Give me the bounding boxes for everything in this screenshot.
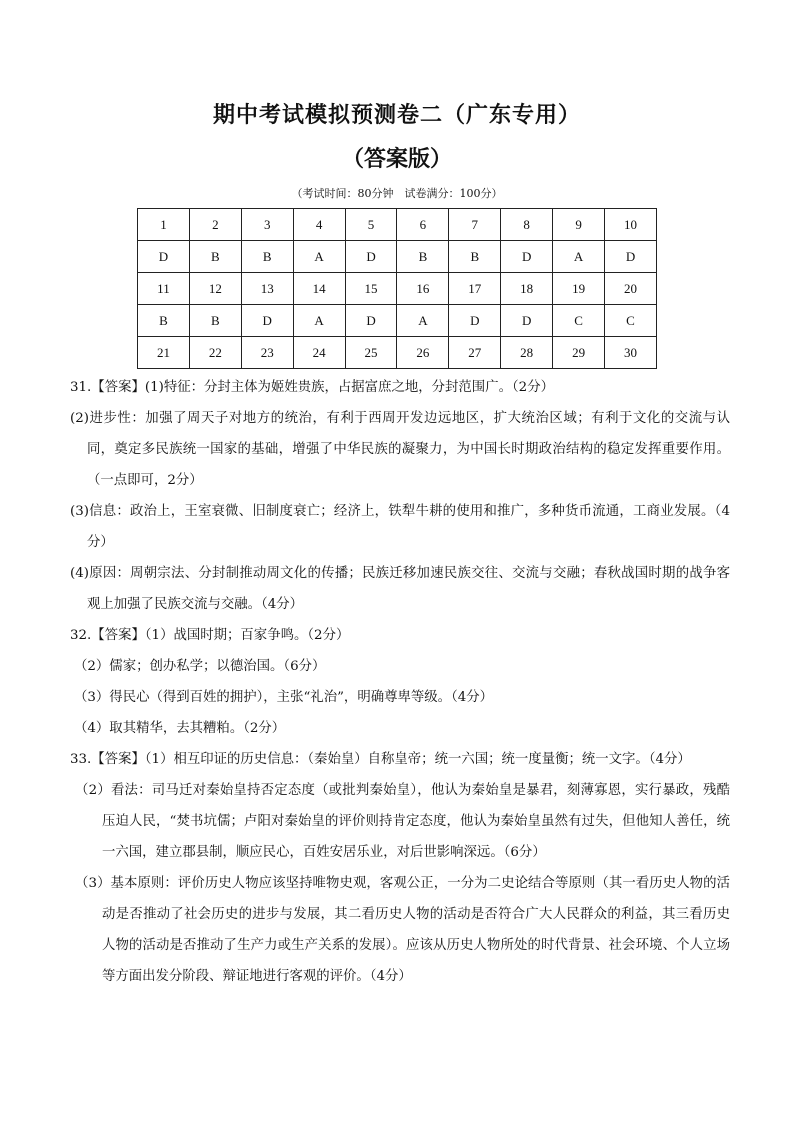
table-cell: A <box>397 305 449 337</box>
table-cell: 18 <box>501 273 553 305</box>
q31-part4: (4)原因：周朝宗法、分封制推动周文化的传播；民族迁移加速民族交往、交流与交融；春秋战国时期的战争客观上加强了民族交流与交融。（4分） <box>70 566 730 612</box>
table-cell: D <box>501 305 553 337</box>
table-row <box>138 337 657 369</box>
table-row <box>138 209 657 241</box>
table-cell: D <box>138 241 190 273</box>
q32-part2: （2）儒家；创办私学；以德治国。（6分） <box>74 659 326 674</box>
page-subtitle: （答案版） <box>341 146 452 172</box>
table-cell: 1 <box>138 209 190 241</box>
q31-part3: (3)信息：政治上，王室衰微、旧制度衰亡；经济上，铁犁牛耕的使用和推广，多种货币流通，工商业发展。（4分） <box>70 504 730 550</box>
table-cell: A <box>553 241 605 273</box>
table-cell: 16 <box>397 273 449 305</box>
table-cell: D <box>501 241 553 273</box>
table-row <box>138 241 657 273</box>
table-cell: 23 <box>241 337 293 369</box>
table-cell: 21 <box>138 337 190 369</box>
table-cell: 14 <box>293 273 345 305</box>
table-cell: 9 <box>553 209 605 241</box>
table-cell: B <box>189 305 241 337</box>
table-cell: 24 <box>293 337 345 369</box>
table-cell: 10 <box>605 209 657 241</box>
table-cell: D <box>345 241 397 273</box>
table-cell: B <box>449 241 501 273</box>
table-cell: 5 <box>345 209 397 241</box>
q32-part4: （4）取其精华，去其糟粕。（2分） <box>74 721 286 736</box>
table-row <box>138 305 657 337</box>
table-cell: 20 <box>605 273 657 305</box>
table-cell: 7 <box>449 209 501 241</box>
q33-part3: （3）基本原则：评价历史人物应该坚持唯物史观，客观公正，一分为二史论结合等原则（其一看历史人物的活动是否推动了社会历史的进步与发展，其二看历史人物的活动是否符合广大人民群众的利益，其三看历史人物的活动是否推动了生产力或生产关系的发展）。应该从历史人物所处的时代背景、社会环境、个人立场等方面出发分阶段、辩证地进行客观的评价。（4分） <box>75 876 730 984</box>
table-cell: 13 <box>241 273 293 305</box>
q32-part3: （3）得民心（得到百姓的拥护），主张“礼治”，明确尊卑等级。（4分） <box>74 690 494 705</box>
table-cell: B <box>241 241 293 273</box>
table-cell: D <box>241 305 293 337</box>
page-title: 期中考试模拟预测卷二（广东专用） <box>212 102 581 128</box>
table-cell: D <box>449 305 501 337</box>
q33-part1: 33.【答案】（1）相互印证的历史信息：（秦始皇）自称皇帝；统一六国；统一度量衡；统一文字。（4分） <box>70 752 691 767</box>
table-cell: 29 <box>553 337 605 369</box>
table-cell: A <box>293 241 345 273</box>
table-cell: C <box>605 305 657 337</box>
table-cell: 26 <box>397 337 449 369</box>
table-cell: A <box>293 305 345 337</box>
table-cell: 2 <box>189 209 241 241</box>
answer-content <box>70 372 730 992</box>
table-cell: 11 <box>138 273 190 305</box>
table-cell: 19 <box>553 273 605 305</box>
table-cell: D <box>345 305 397 337</box>
table-cell: B <box>138 305 190 337</box>
table-cell: 30 <box>605 337 657 369</box>
table-cell: 22 <box>189 337 241 369</box>
q31-part1: 31.【答案】(1)特征：分封主体为姬姓贵族，占据富庶之地，分封范围广。（2分） <box>70 380 554 395</box>
table-cell: D <box>605 241 657 273</box>
table-cell: 3 <box>241 209 293 241</box>
q33-part2: （2）看法：司马迁对秦始皇持否定态度（或批判秦始皇），他认为秦始皇是暴君，刻薄寡恩，实行暴政，残酷压迫人民，“焚书坑儒；卢阳对秦始皇的评价则持肯定态度，他认为秦始皇虽然有过失，但他知人善任，统一六国，建立郡县制，顺应民心，百姓安居乐业，对后世影响深远。（6分） <box>75 783 730 860</box>
q31-part2: (2)进步性：加强了周天子对地方的统治，有利于西周开发边远地区，扩大统治区域；有利于文化的交流与认同，奠定多民族统一国家的基础，增强了中华民族的凝聚力，为中国长时期政治结构的稳定发挥重要作用。（一点即可，2分） <box>70 411 730 488</box>
table-cell: 27 <box>449 337 501 369</box>
table-cell: B <box>397 241 449 273</box>
answer-table-body <box>138 209 657 369</box>
table-cell: 17 <box>449 273 501 305</box>
table-cell: 12 <box>189 273 241 305</box>
table-cell: 25 <box>345 337 397 369</box>
table-cell: B <box>189 241 241 273</box>
table-cell: C <box>553 305 605 337</box>
q32-part1: 32.【答案】（1）战国时期；百家争鸣。（2分） <box>70 628 350 643</box>
table-cell: 4 <box>293 209 345 241</box>
exam-info: （考试时间：80分钟 试卷满分：100分） <box>291 187 503 200</box>
answer-table <box>137 208 657 369</box>
table-cell: 6 <box>397 209 449 241</box>
table-cell: 28 <box>501 337 553 369</box>
table-cell: 15 <box>345 273 397 305</box>
table-row <box>138 273 657 305</box>
table-cell: 8 <box>501 209 553 241</box>
